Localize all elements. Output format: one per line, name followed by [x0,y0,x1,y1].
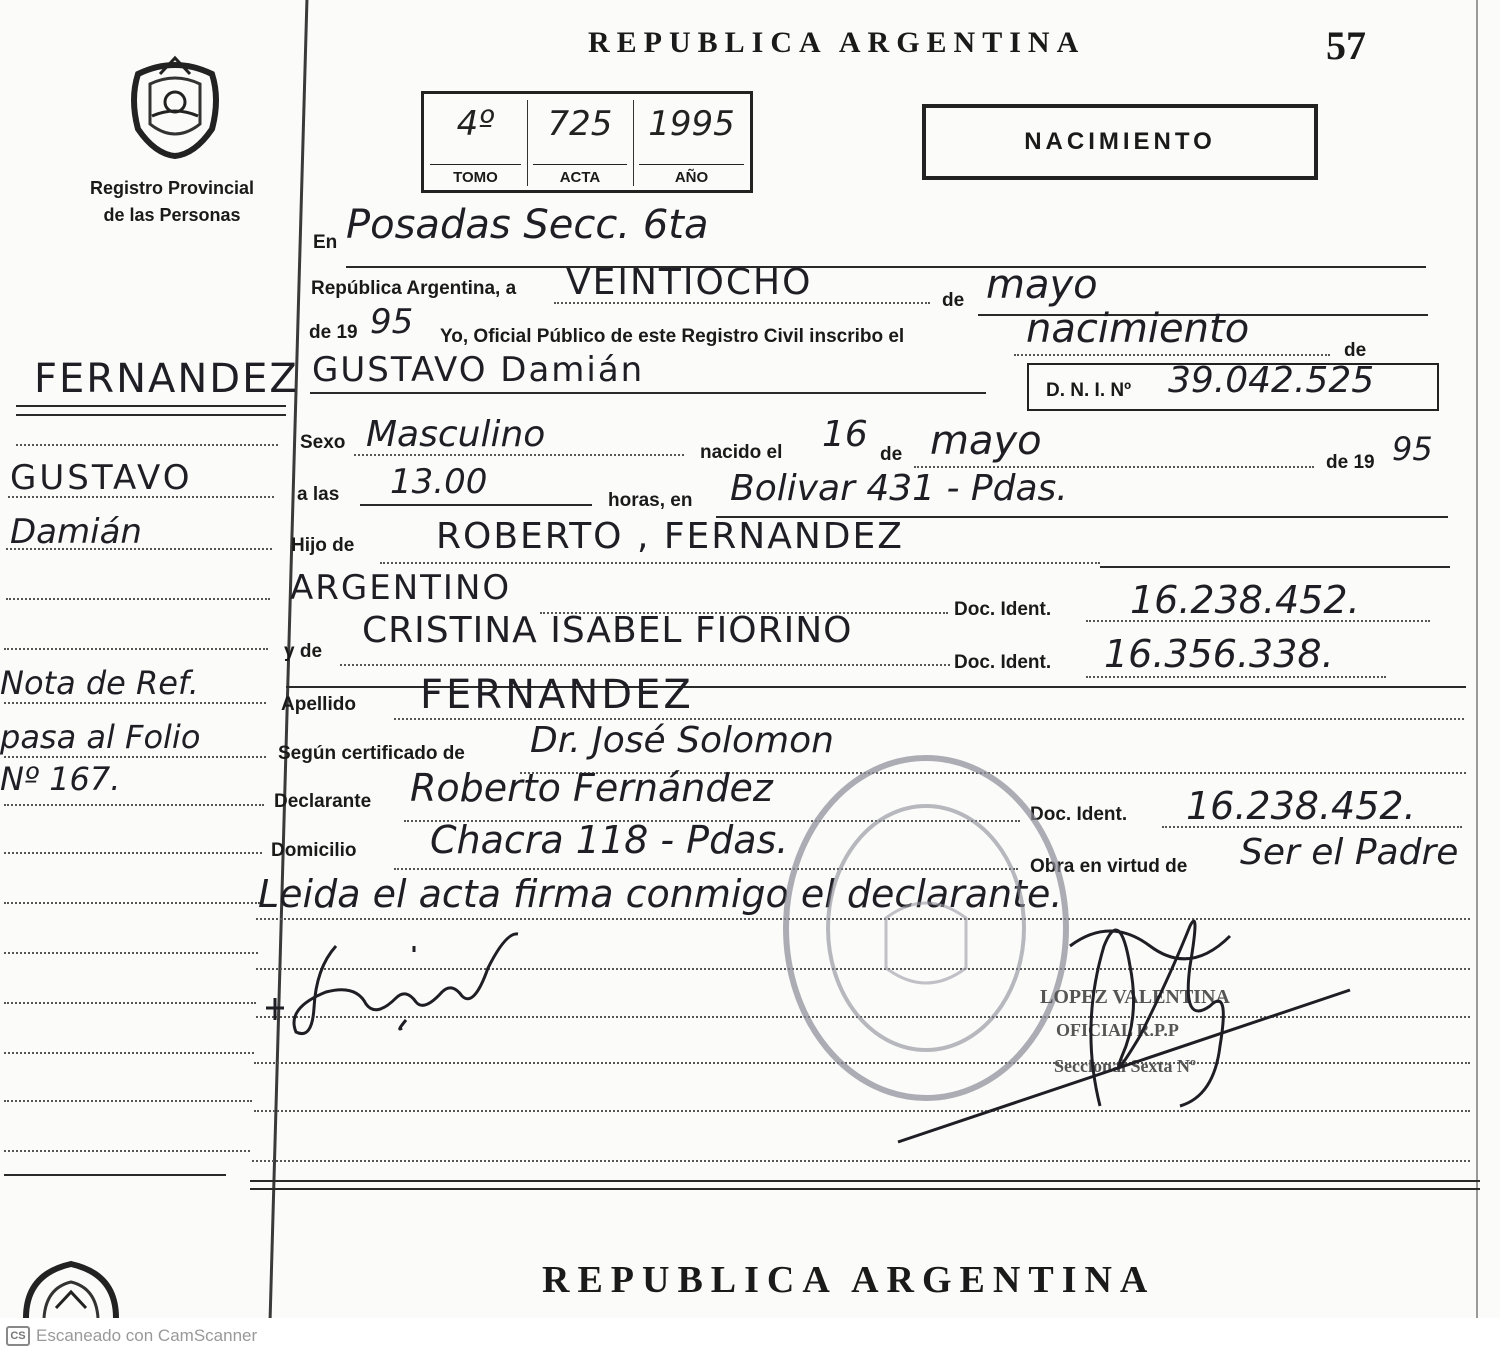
registry-name-line-2: de las Personas [103,205,241,225]
record-number-box [421,91,753,193]
tomo-cell [424,100,528,186]
stamp-line-3: Seccional Sexta Nº [1054,1056,1196,1076]
label-en: En [313,232,338,253]
value-doc-madre: 16.356.338. [1104,632,1334,676]
anio-cell [633,100,750,186]
stamp-line-2: OFICIAL R.P.P [1056,1020,1179,1040]
header-title: REPUBLICA ARGENTINA [588,26,1086,59]
label-horas-en: horas, en [608,490,693,511]
label-declarante: Declarante [274,791,372,812]
label-apellido: Apellido [281,694,356,715]
value-apellido: FERNANDEZ [420,672,694,718]
value-hecho: nacimiento [1026,306,1250,352]
value-nacionalidad-padre: ARGENTINO [290,568,512,608]
label-doc-ident-2: Doc. Ident. [954,652,1052,673]
label-de-mid: de [880,444,903,465]
label-de-19: de 19 [309,322,358,343]
label-y-de: y de [284,641,323,662]
value-dia-letras: VEINTIOCHO [566,262,813,303]
label-nacido-el: nacido el [700,442,783,463]
value-dni: 39.042.525 [1168,360,1375,401]
value-domicilio: Chacra 118 - Pdas. [430,818,789,862]
official-signature [890,906,1360,1151]
value-declarante: Roberto Fernández [410,766,773,810]
tomo-value: 4º [456,104,495,144]
label-domicilio: Domicilio [271,840,357,861]
value-mes-inscripcion: mayo [986,262,1098,308]
value-lugar-nacimiento: Bolivar 431 - Pdas. [730,468,1068,509]
margin-given-name-2: Damián [10,512,142,552]
stamp-line-1: LOPEZ VALENTINA [1040,986,1230,1008]
anio-value: 1995 [648,104,735,144]
declarant-signature [256,928,536,1053]
registry-name-line-1: Registro Provincial [89,178,255,198]
value-hora: 13.00 [390,462,488,502]
label-segun: Según certificado de [278,743,465,764]
margin-note-2: pasa al Folio [0,718,201,756]
document-type-box: NACIMIENTO [922,104,1318,180]
provincial-seal-bottom-icon [16,1256,126,1323]
folio-number: 57 [1326,23,1366,68]
label-de: de [942,290,965,311]
value-certificado: Dr. José Solomon [530,720,834,761]
value-doc-declarante: 16.238.452. [1186,784,1416,828]
label-de-19b: de 19 [1326,452,1375,473]
anio-label: AÑO [674,169,709,186]
value-lugar: Posadas Secc. 6ta [346,202,709,248]
camscanner-icon: CS [6,1326,30,1346]
value-dia-nacimiento: 16 [822,414,868,455]
tomo-label: TOMO [453,169,498,186]
acta-label: ACTA [559,169,601,186]
value-padre: ROBERTO , FERNANDEZ [436,516,904,557]
label-doc-ident-1: Doc. Ident. [954,599,1052,620]
label-de-end: de [1344,340,1367,361]
label-sexo: Sexo [300,432,346,453]
scanner-watermark [6,1322,257,1350]
scanner-text: Escaneado con CamScanner [36,1326,258,1345]
value-madre: CRISTINA ISABEL FIORINO [362,610,853,651]
label-doc-ident-3: Doc. Ident. [1030,804,1128,825]
label-republica: República Argentina, a [311,278,517,299]
page-edge [1476,0,1478,1320]
provincial-seal-icon [120,44,230,164]
value-doc-padre: 16.238.452. [1130,578,1360,622]
acta-cell [527,100,634,186]
value-anio-nacimiento: 95 [1392,430,1433,468]
margin-note-3: Nº 167. [0,760,121,798]
margin-surname: FERNANDEZ [34,356,299,402]
margin-given-name-1: GUSTAVO [10,458,193,498]
label-a-las: a las [297,484,340,505]
value-mes-nacimiento: mayo [930,418,1042,464]
label-obra: Obra en virtud de [1030,856,1188,877]
margin-note-1: Nota de Ref. [0,664,199,702]
value-nombre: GUSTAVO Damián [312,350,645,390]
footer-title: REPUBLICA ARGENTINA [542,1259,1156,1301]
value-sexo: Masculino [366,414,546,455]
registry-name [72,175,272,229]
acta-value: 725 [547,104,613,144]
label-dni: D. N. I. Nº [1046,380,1132,401]
label-hijo-de: Hijo de [291,535,355,556]
value-obra: Ser el Padre [1240,832,1459,873]
label-yo-oficial: Yo, Oficial Público de este Registro Civil inscribo el [440,326,905,347]
value-leida: Leida el acta firma conmigo el declarante. [258,872,1063,916]
value-anio-inscripcion: 95 [370,302,414,342]
